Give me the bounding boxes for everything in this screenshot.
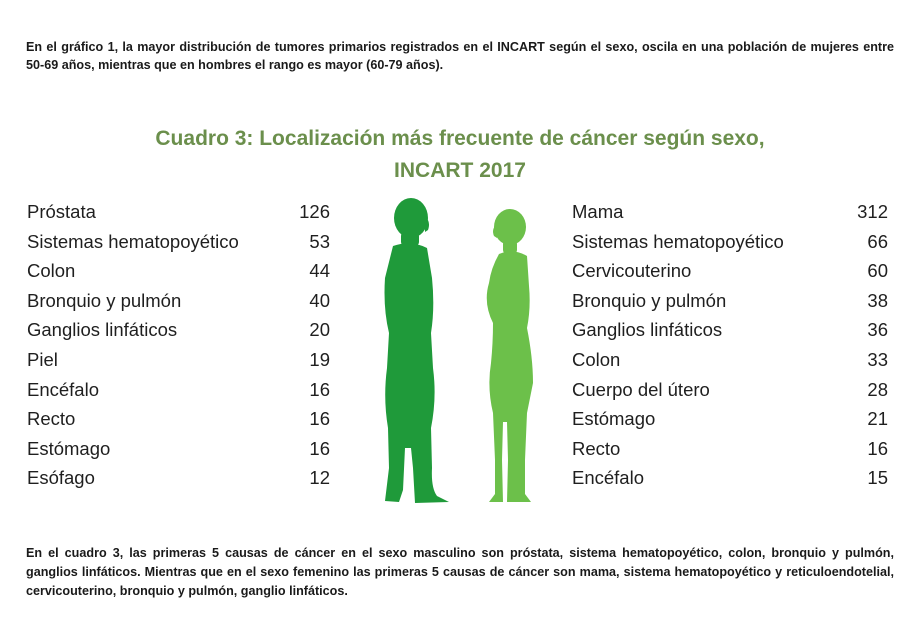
case-count: 60 <box>867 260 888 282</box>
cancer-site: Recto <box>27 408 76 430</box>
case-count: 12 <box>309 467 330 489</box>
cancer-site: Encéfalo <box>572 467 644 489</box>
cancer-site: Esófago <box>27 467 95 489</box>
case-count: 20 <box>309 319 330 341</box>
cancer-site: Piel <box>27 348 58 370</box>
case-count: 16 <box>867 437 888 459</box>
table-title-line-2: INCART 2017 <box>394 159 526 182</box>
cancer-site: Estómago <box>572 408 656 430</box>
case-count: 16 <box>309 437 330 459</box>
intro-paragraph: En el gráfico 1, la mayor distribución de tumores primarios registrados en el INCART según el sexo, oscila en una población de mujeres entre 50-69 años, mientras que en hombres el rango es mayor (60-79 años). <box>26 39 894 72</box>
list-item <box>27 231 330 261</box>
list-item <box>27 408 330 438</box>
list-item <box>572 231 888 261</box>
cancer-site: Recto <box>572 437 621 459</box>
case-count: 38 <box>867 289 888 311</box>
case-count: 15 <box>867 467 888 489</box>
cancer-site: Sistemas hematopoyético <box>572 230 784 252</box>
list-item <box>572 349 888 379</box>
cancer-site: Ganglios linfáticos <box>27 319 178 341</box>
cancer-site: Encéfalo <box>27 378 99 400</box>
list-item <box>572 438 888 468</box>
list-item <box>27 319 330 349</box>
cancer-site: Mama <box>572 201 624 222</box>
list-item <box>572 467 888 497</box>
conclusion-paragraph: En el cuadro 3, las primeras 5 causas de cáncer en el sexo masculino son próstata, sistema hematopoyético, colon, bronquio y pulmón, ganglios linfáticos. Mientras que en el sexo femenino las primeras 5 causas de cáncer son mama, sistema hematopoyético y reticuloendotelial, cervicouterino, bronquio y pulmón, ganglio linfáticos. <box>26 545 894 598</box>
cancer-site: Bronquio y pulmón <box>27 289 182 311</box>
cancer-site: Bronquio y pulmón <box>572 289 727 311</box>
female-silhouette-icon <box>487 209 533 502</box>
case-count: 16 <box>309 378 330 400</box>
case-count: 44 <box>309 260 330 282</box>
silhouettes-figure <box>375 198 565 506</box>
list-item <box>27 467 330 497</box>
list-item <box>27 379 330 409</box>
cancer-site: Cuerpo del útero <box>572 378 710 400</box>
list-item <box>572 260 888 290</box>
cancer-site: Estómago <box>27 437 111 459</box>
list-item <box>27 201 330 231</box>
list-item <box>27 349 330 379</box>
case-count: 40 <box>309 289 330 311</box>
male-silhouette-icon <box>385 198 450 503</box>
cancer-site: Colon <box>572 348 621 370</box>
list-item <box>572 319 888 349</box>
list-item <box>572 408 888 438</box>
male-cancer-list <box>27 201 330 497</box>
case-count: 126 <box>299 201 330 222</box>
case-count: 21 <box>867 408 888 430</box>
list-item <box>572 290 888 320</box>
case-count: 19 <box>309 348 330 370</box>
case-count: 16 <box>309 408 330 430</box>
case-count: 312 <box>857 201 888 222</box>
table-title-line-1: Cuadro 3: Localización más frecuente de cáncer según sexo, <box>155 127 765 150</box>
list-item <box>572 201 888 231</box>
case-count: 28 <box>867 378 888 400</box>
case-count: 53 <box>309 230 330 252</box>
list-item <box>27 438 330 468</box>
female-cancer-list <box>572 201 888 497</box>
cancer-site: Ganglios linfáticos <box>572 319 723 341</box>
cancer-site: Colon <box>27 260 76 282</box>
case-count: 33 <box>867 348 888 370</box>
list-item <box>27 260 330 290</box>
case-count: 66 <box>867 230 888 252</box>
list-item <box>27 290 330 320</box>
cancer-site: Cervicouterino <box>572 260 692 282</box>
list-item <box>572 379 888 409</box>
cancer-site: Sistemas hematopoyético <box>27 230 239 252</box>
cancer-site: Próstata <box>27 201 96 222</box>
case-count: 36 <box>867 319 888 341</box>
